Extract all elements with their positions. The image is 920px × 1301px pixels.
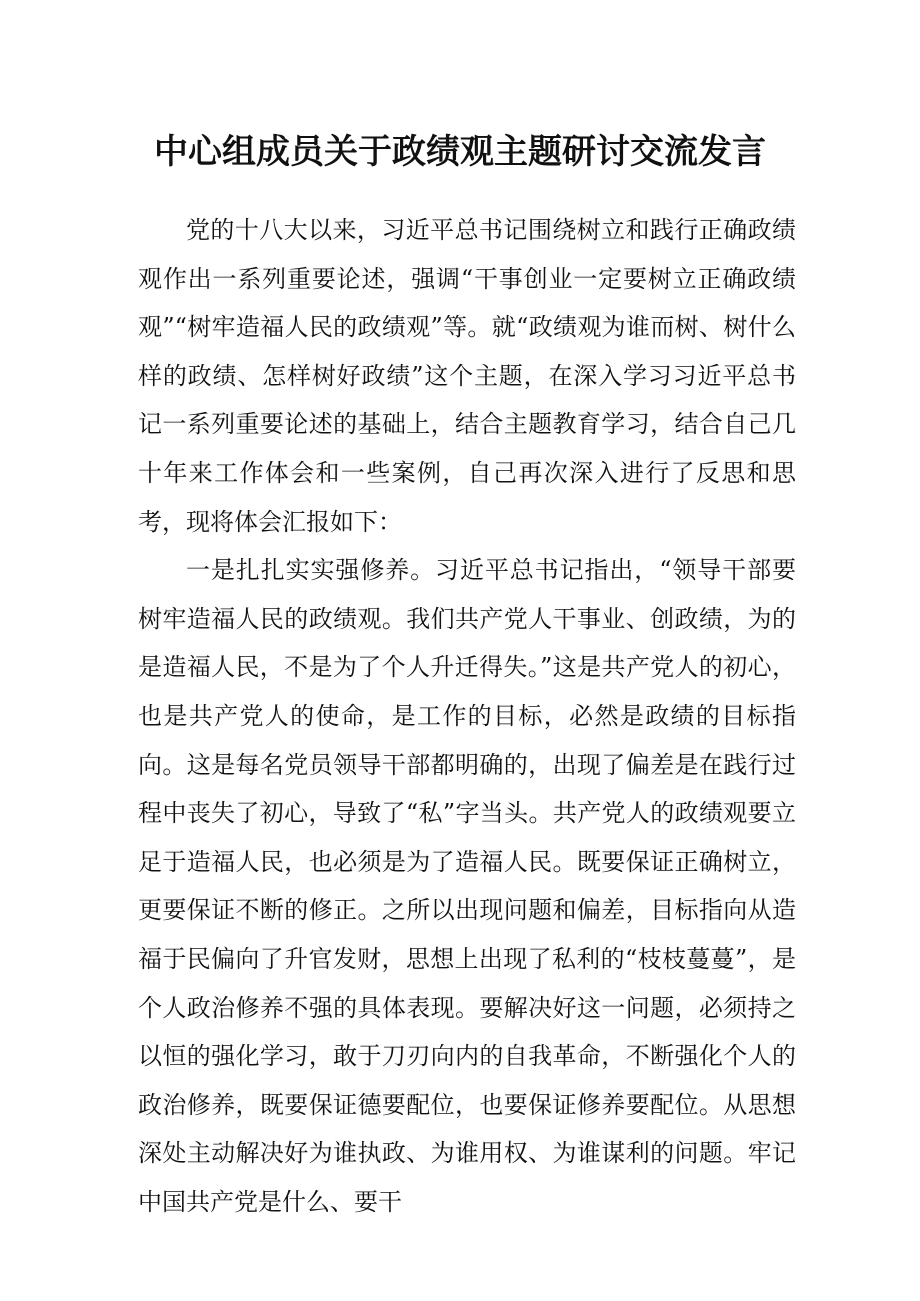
- document-body: [138, 206, 796, 1226]
- paragraph-intro: 党的十八大以来，习近平总书记围绕树立和践行正确政绩观作出一系列重要论述，强调“干事创业一定要树立正确政绩观”“树牢造福人民的政绩观”等。就“政绩观为谁而树、树什么样的政绩、怎样树好政绩”这个主题，在深入学习习近平总书记一系列重要论述的基础上，结合主题教育学习，结合自己几十年来工作体会和一些案例，自己再次深入进行了反思和思考，现将体会汇报如下：: [138, 216, 796, 536]
- paragraph-point-one: 一是扎扎实实强修养。习近平总书记指出，“领导干部要树牢造福人民的政绩观。我们共产党人干事业、创政绩，为的是造福人民，不是为了个人升迁得失。”这是共产党人的初心，也是共产党人的使命，是工作的目标，必然是政绩的目标指向。这是每名党员领导干部都明确的，出现了偏差是在践行过程中丧失了初心，导致了“私”字当头。共产党人的政绩观要立足于造福人民，也必须是为了造福人民。既要保证正确树立，更要保证不断的修正。之所以出现问题和偏差，目标指向从造福于民偏向了升官发财，思想上出现了私利的“枝枝蔓蔓”，是个人政治修养不强的具体表现。要解决好这一问题，必须持之以恒的强化学习，敢于刀刃向内的自我革命，不断强化个人的政治修养，既要保证德要配位，也要保证修养要配位。从思想深处主动解决好为谁执政、为谁用权、为谁谋利的问题。牢记中国共产党是什么、要干: [138, 556, 796, 1216]
- document-title: 中心组成员关于政绩观主题研讨交流发言: [154, 132, 766, 172]
